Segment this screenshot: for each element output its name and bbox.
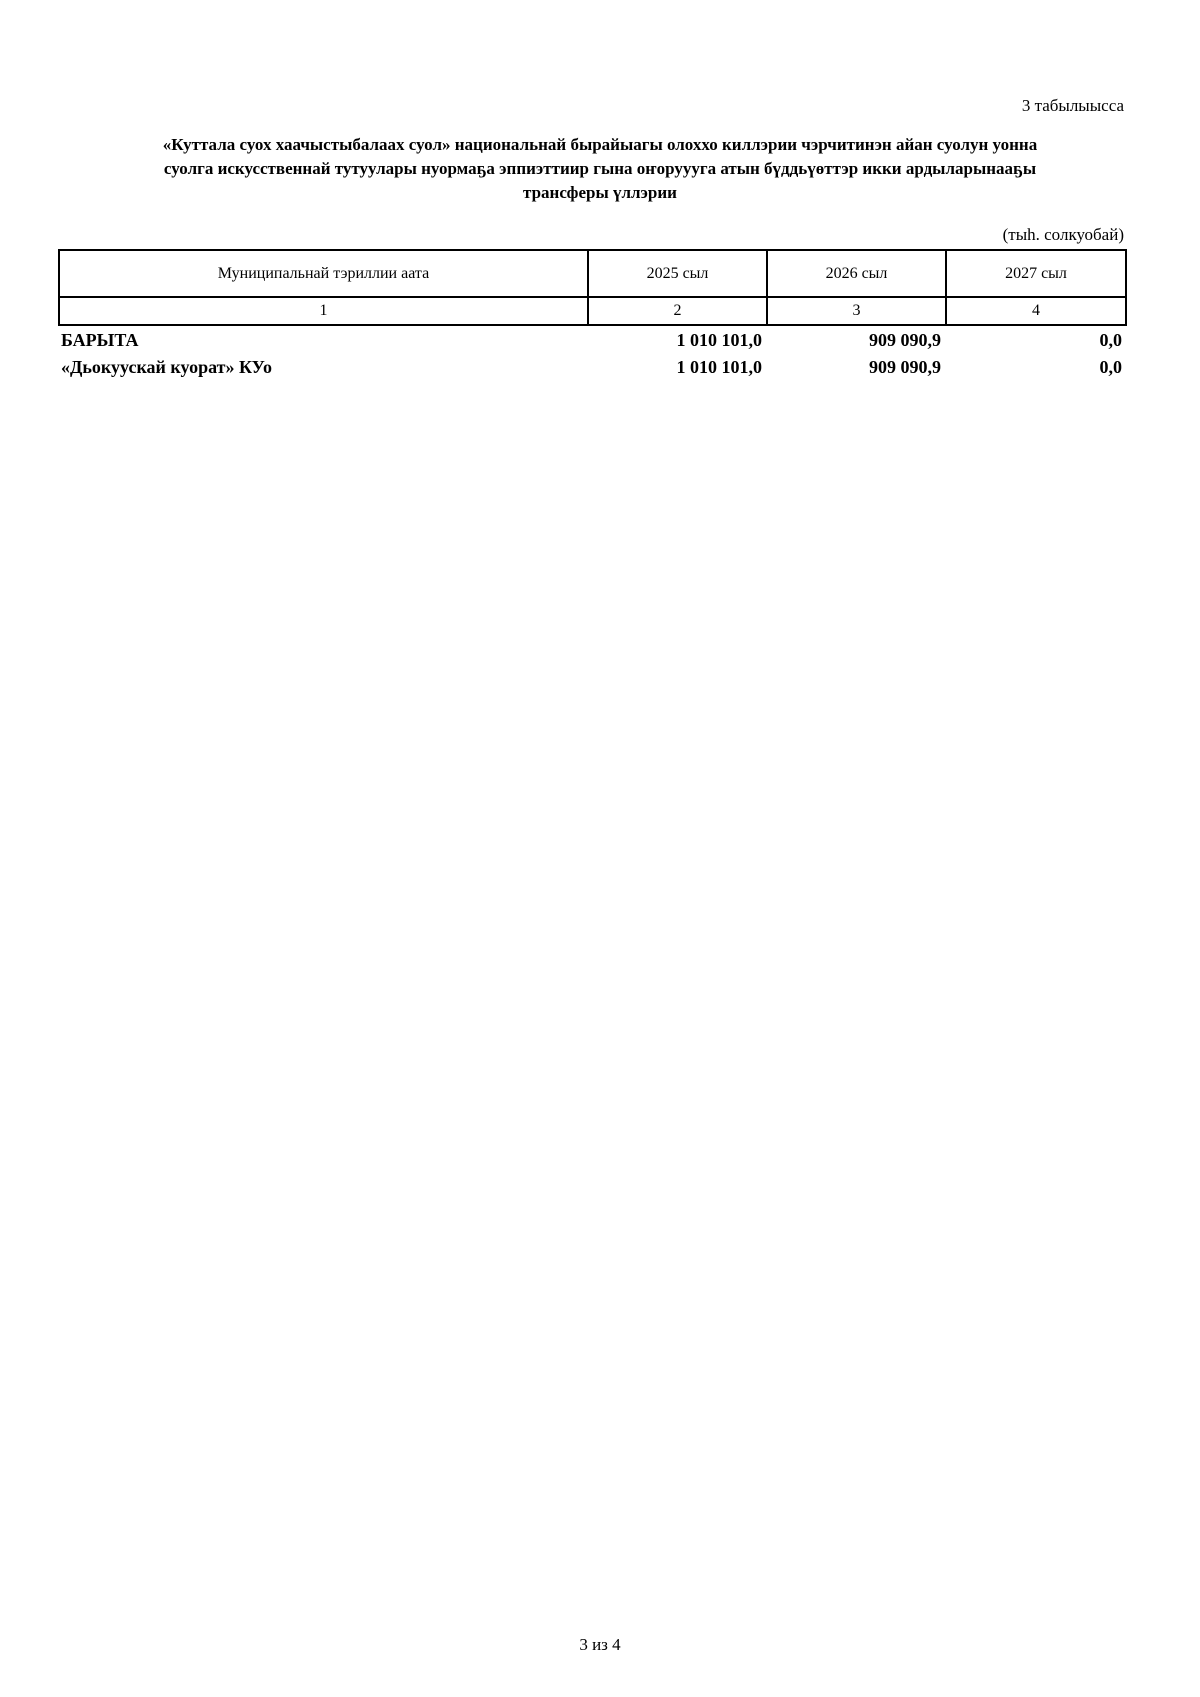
title-line: суолга искусственнай тутуулары нуормаҕа эппиэттиир гына оҥоруууга атын бүддьүөттэр икки ардыларынааҕы bbox=[163, 159, 1037, 178]
column-number-row bbox=[59, 297, 1126, 325]
value-2027: 0,0 bbox=[1099, 357, 1122, 377]
column-number: 2 bbox=[588, 297, 767, 325]
table-row bbox=[58, 354, 1125, 381]
document-title bbox=[60, 133, 1140, 205]
value-2025: 1 010 101,0 bbox=[676, 330, 762, 350]
table-body bbox=[58, 327, 1125, 381]
column-number: 1 bbox=[59, 297, 588, 325]
value-2025: 1 010 101,0 bbox=[676, 357, 762, 377]
column-header-2025: 2025 сыл bbox=[588, 250, 767, 297]
units-label: (тыһ. солкуобай) bbox=[1002, 225, 1124, 244]
value-2026: 909 090,9 bbox=[869, 357, 941, 377]
value-2026: 909 090,9 bbox=[869, 330, 941, 350]
column-number: 3 bbox=[767, 297, 946, 325]
header-row bbox=[59, 250, 1126, 297]
page-label: 3 табылыысса bbox=[1021, 96, 1124, 115]
title-line: трансферы үллэрии bbox=[523, 183, 677, 202]
column-header-municipality: Муниципальнай тэриллии аата bbox=[59, 250, 588, 297]
title-line: «Куттала суох хаачыстыбалаах суол» национальнай бырайыагы олоххо киллэрии чэрчитинэн айан суолун уонна bbox=[162, 135, 1038, 154]
column-number: 4 bbox=[946, 297, 1126, 325]
allocation-table-header bbox=[58, 249, 1127, 326]
page-number: 3 из 4 bbox=[579, 1635, 621, 1654]
table-row-total bbox=[58, 327, 1125, 354]
column-header-2027: 2027 сыл bbox=[946, 250, 1126, 297]
row-name: «Дьокуускай куорат» КУо bbox=[61, 357, 272, 377]
value-2027: 0,0 bbox=[1099, 330, 1122, 350]
row-name: БАРЫТА bbox=[61, 330, 139, 350]
column-header-2026: 2026 сыл bbox=[767, 250, 946, 297]
